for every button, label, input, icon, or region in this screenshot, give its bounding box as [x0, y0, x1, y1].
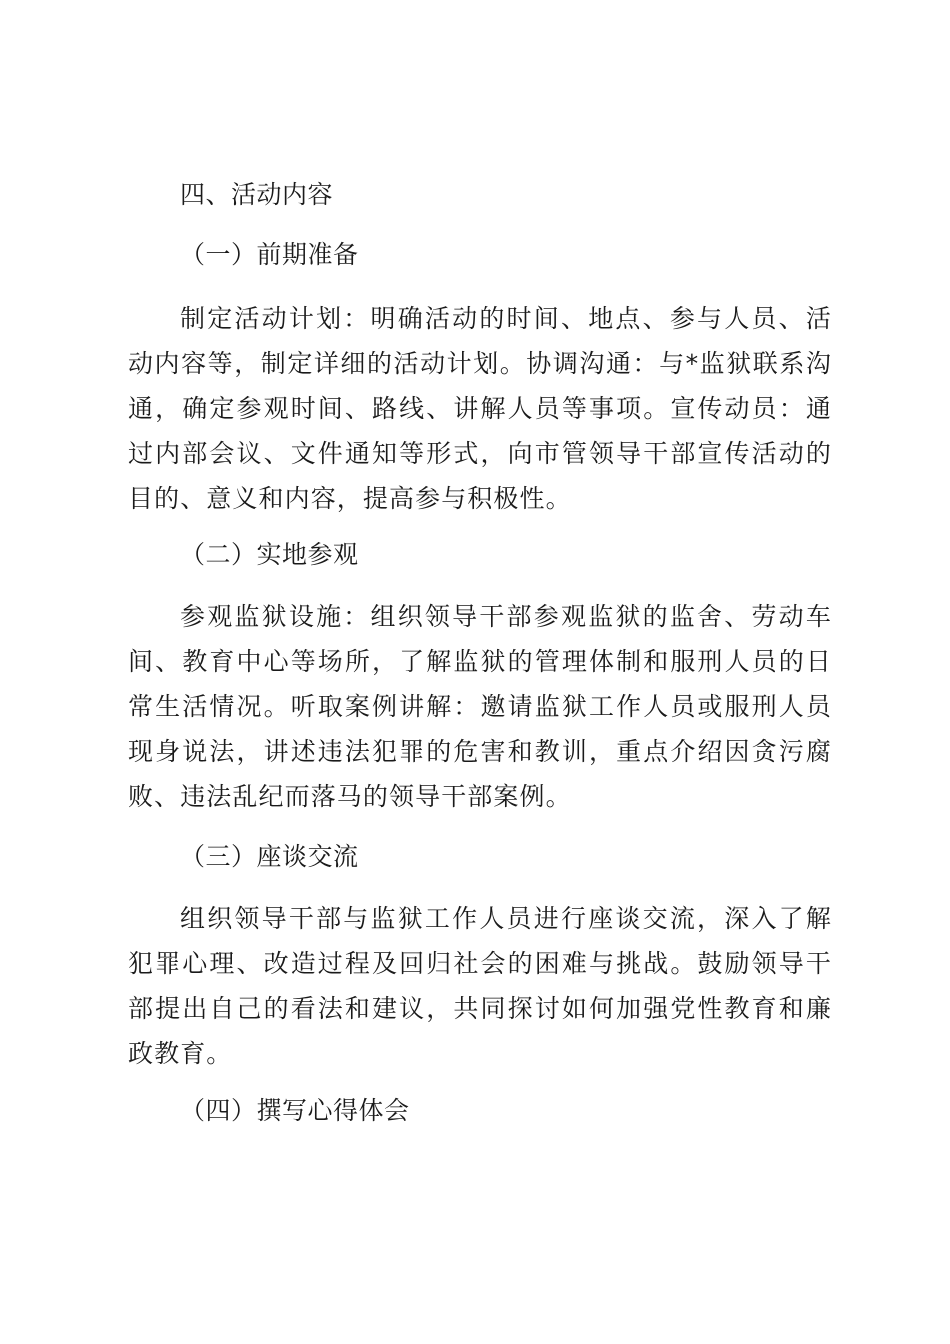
paragraph-site-visit: 参观监狱设施：组织领导干部参观监狱的监舍、劳动车间、教育中心等场所，了解监狱的管理体制和服刑人员的日常生活情况。听取案例讲解：邀请监狱工作人员或服刑人员现身说法，讲述违法犯罪的危害和教训，重点介绍因贪污腐败、违法乱纪而落马的领导干部案例。: [128, 602, 832, 811]
section-heading-activity-content: 四、活动内容: [180, 180, 334, 209]
subheading-site-visit: （二）实地参观: [180, 540, 359, 569]
subheading-reflection: （四）撰写心得体会: [180, 1096, 410, 1125]
paragraph-preparation: 制定活动计划：明确活动的时间、地点、参与人员、活动内容等，制定详细的活动计划。协调沟通：与*监狱联系沟通，确定参观时间、路线、讲解人员等事项。宣传动员：通过内部会议、文件通知等形式，向市管领导干部宣传活动的目的、意义和内容，提高参与积极性。: [128, 304, 832, 513]
subheading-discussion: （三）座谈交流: [180, 842, 359, 871]
subheading-preparation: （一）前期准备: [180, 240, 359, 269]
paragraph-discussion: 组织领导干部与监狱工作人员进行座谈交流，深入了解犯罪心理、改造过程及回归社会的困难与挑战。鼓励领导干部提出自己的看法和建议，共同探讨如何加强党性教育和廉政教育。: [128, 904, 832, 1068]
